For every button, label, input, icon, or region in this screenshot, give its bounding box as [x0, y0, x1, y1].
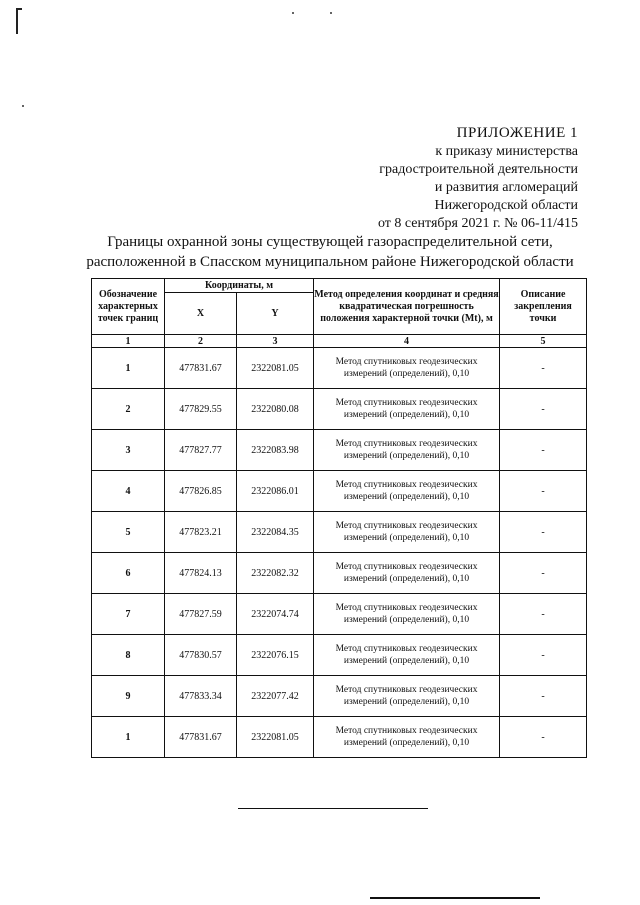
table-row — [92, 348, 587, 389]
coord-x: 477831.67 — [165, 348, 237, 389]
table-row — [92, 635, 587, 676]
table-row — [92, 512, 587, 553]
coord-y: 2322076.15 — [237, 635, 314, 676]
coord-y: 2322086.01 — [237, 471, 314, 512]
header-method: Метод определения координат и средняя квадратическая погрешность положения характерной точки (Mt), м — [314, 279, 500, 335]
table-row — [92, 430, 587, 471]
point-number: 6 — [92, 553, 165, 594]
appendix-line: к приказу министерства — [435, 144, 578, 159]
appendix-line: от 8 сентября 2021 г. № 06-11/415 — [377, 216, 578, 231]
table-row — [92, 717, 587, 758]
coord-y: 2322081.05 — [237, 348, 314, 389]
method-cell: Метод спутниковых геодезических измерений (определений), 0,10 — [314, 430, 500, 471]
coord-y: 2322084.35 — [237, 512, 314, 553]
scan-speck — [330, 12, 332, 14]
description-cell: - — [500, 512, 587, 553]
description-cell: - — [500, 430, 587, 471]
point-number: 5 — [92, 512, 165, 553]
scan-edge-line — [370, 897, 540, 899]
method-cell: Метод спутниковых геодезических измерений (определений), 0,10 — [314, 553, 500, 594]
coord-y: 2322080.08 — [237, 389, 314, 430]
scan-mark-corner — [16, 8, 22, 10]
table-row — [92, 389, 587, 430]
appendix-title: ПРИЛОЖЕНИЕ 1 — [456, 125, 578, 141]
point-number: 8 — [92, 635, 165, 676]
point-number: 1 — [92, 348, 165, 389]
coord-y: 2322082.32 — [237, 553, 314, 594]
coord-x: 477833.34 — [165, 676, 237, 717]
coord-y: 2322081.05 — [237, 717, 314, 758]
description-cell: - — [500, 676, 587, 717]
method-cell: Метод спутниковых геодезических измерений (определений), 0,10 — [314, 471, 500, 512]
description-cell: - — [500, 717, 587, 758]
method-cell: Метод спутниковых геодезических измерений (определений), 0,10 — [314, 348, 500, 389]
appendix-line: и развития агломераций — [434, 180, 578, 195]
coord-x: 477827.59 — [165, 594, 237, 635]
description-cell: - — [500, 553, 587, 594]
document-title — [60, 232, 600, 272]
method-cell: Метод спутниковых геодезических измерений (определений), 0,10 — [314, 594, 500, 635]
description-cell: - — [500, 348, 587, 389]
appendix-line: градостроительной деятельности — [379, 162, 578, 177]
method-cell: Метод спутниковых геодезических измерений (определений), 0,10 — [314, 635, 500, 676]
coord-y: 2322074.74 — [237, 594, 314, 635]
coord-y: 2322077.42 — [237, 676, 314, 717]
coord-x: 477830.57 — [165, 635, 237, 676]
appendix-line: Нижегородской области — [434, 198, 578, 213]
scan-speck — [22, 105, 24, 107]
header-designation: Обозначение характерных точек границ — [92, 279, 165, 335]
description-cell: - — [500, 471, 587, 512]
description-cell: - — [500, 389, 587, 430]
scan-mark — [16, 8, 18, 34]
method-cell: Метод спутниковых геодезических измерений (определений), 0,10 — [314, 389, 500, 430]
coord-x: 477824.13 — [165, 553, 237, 594]
column-number: 1 — [92, 335, 165, 348]
column-number: 2 — [165, 335, 237, 348]
method-cell: Метод спутниковых геодезических измерений (определений), 0,10 — [314, 512, 500, 553]
header-x: X — [165, 293, 237, 335]
description-cell: - — [500, 635, 587, 676]
column-number: 5 — [500, 335, 587, 348]
table-row — [92, 471, 587, 512]
title-line: Границы охранной зоны существующей газораспределительной сети, — [107, 234, 553, 250]
header-description: Описание закрепления точки — [500, 279, 587, 335]
coord-y: 2322083.98 — [237, 430, 314, 471]
method-cell: Метод спутниковых геодезических измерений (определений), 0,10 — [314, 676, 500, 717]
coord-x: 477823.21 — [165, 512, 237, 553]
coord-x: 477826.85 — [165, 471, 237, 512]
column-number: 3 — [237, 335, 314, 348]
point-number: 1 — [92, 717, 165, 758]
closing-rule — [238, 808, 428, 809]
point-number: 9 — [92, 676, 165, 717]
point-number: 3 — [92, 430, 165, 471]
header-y: Y — [237, 293, 314, 335]
header-coordinates: Координаты, м — [165, 279, 314, 293]
table-row — [92, 676, 587, 717]
coord-x: 477829.55 — [165, 389, 237, 430]
table-row — [92, 553, 587, 594]
point-number: 7 — [92, 594, 165, 635]
point-number: 2 — [92, 389, 165, 430]
column-number: 4 — [314, 335, 500, 348]
scan-speck — [292, 12, 294, 14]
method-cell: Метод спутниковых геодезических измерений (определений), 0,10 — [314, 717, 500, 758]
coord-x: 477827.77 — [165, 430, 237, 471]
appendix-block — [278, 124, 578, 233]
boundary-points-table — [91, 278, 587, 758]
title-line: расположенной в Спасском муниципальном районе Нижегородской области — [86, 254, 574, 270]
table-row — [92, 594, 587, 635]
description-cell: - — [500, 594, 587, 635]
coord-x: 477831.67 — [165, 717, 237, 758]
point-number: 4 — [92, 471, 165, 512]
